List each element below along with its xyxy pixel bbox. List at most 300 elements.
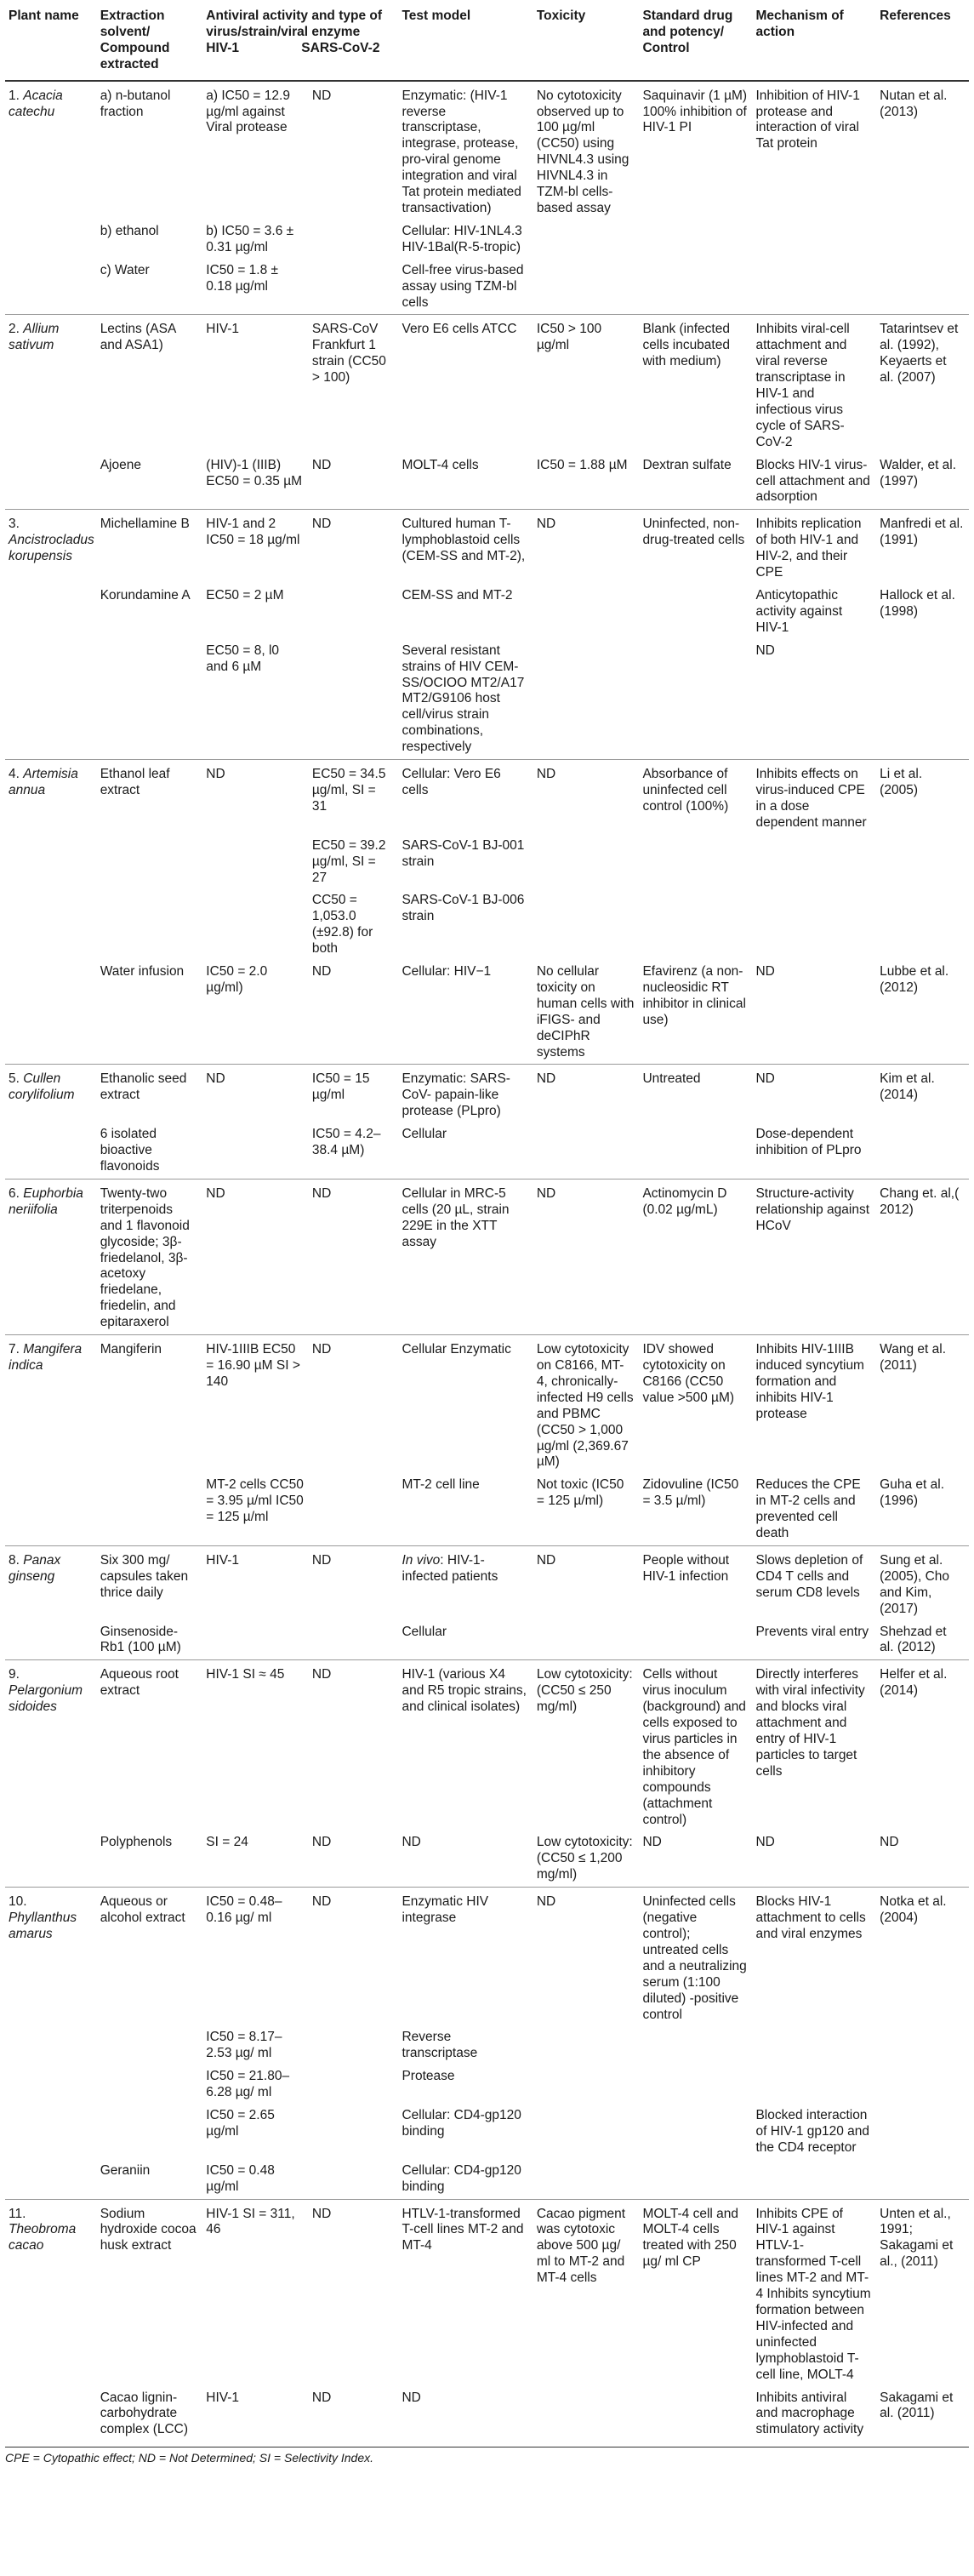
cell-standard	[639, 1660, 752, 1832]
cell-test-model	[398, 889, 533, 961]
cell-sars	[309, 1474, 399, 1545]
cell-sars	[309, 585, 399, 640]
cell-hiv	[202, 1831, 309, 1887]
cell-sars	[309, 1335, 399, 1475]
cell-text: EC50 = 34.5 µg/ml, SI = 31	[311, 767, 386, 814]
cell-toxicity	[533, 2105, 640, 2160]
cell-text: ND	[755, 1835, 775, 1850]
cell-standard	[639, 220, 752, 260]
cell-text: ND	[311, 964, 332, 980]
cell-test-model	[398, 585, 533, 640]
cell-text: No cytotoxicity observed up to 100 µg/ml (CC50) using HIVNL4.3 using HIVNL4.3 in TZM-bl cells-based assay	[536, 88, 629, 215]
cell-text: IC50 > 100 µg/ml	[536, 322, 602, 353]
cell-text: Dose-dependent inhibition of PLpro	[755, 1127, 862, 1158]
cell-hiv	[202, 220, 309, 260]
table-row	[5, 454, 969, 510]
cell-references	[876, 315, 969, 454]
cell-text: Blocked interaction of HIV-1 gp120 and the CD4 receptor	[755, 2108, 870, 2155]
cell-extraction	[97, 2026, 203, 2065]
table-row	[5, 1123, 969, 1179]
cell-text: Chang et. al,( 2012)	[880, 1185, 960, 1217]
cell-toxicity	[533, 2199, 640, 2386]
cell-toxicity	[533, 260, 640, 315]
cell-text: Cellular in MRC-5 cells (20 µL, strain 229E in the XTT assay	[402, 1185, 510, 1249]
cell-text: Anticytopathic activity against HIV-1	[755, 588, 843, 635]
cell-toxicity	[533, 640, 640, 760]
cell-mechanism	[752, 2065, 876, 2105]
cell-hiv	[202, 510, 309, 585]
cell-text: SARS-CoV Frankfurt 1 strain (CC50 > 100)	[311, 322, 386, 386]
cell-text: Helfer et al. (2014)	[880, 1667, 948, 1699]
cell-plant	[5, 2105, 97, 2160]
cell-mechanism	[752, 510, 876, 585]
cell-mechanism	[752, 1660, 876, 1832]
table-row	[5, 2160, 969, 2199]
cell-toxicity	[533, 585, 640, 640]
table-row	[5, 961, 969, 1065]
cell-extraction	[97, 454, 203, 510]
cell-sars	[309, 2026, 399, 2065]
table-row	[5, 81, 969, 220]
cell-hiv	[202, 889, 309, 961]
table-row	[5, 1888, 969, 2027]
plant-number: 2.	[9, 322, 20, 337]
cell-text: ND	[755, 964, 775, 980]
cell-plant	[5, 2026, 97, 2065]
plant-name: Cullen corylifolium	[9, 1071, 75, 1103]
cell-text: HTLV-1-transformed T-cell lines MT-2 and MT-4	[402, 2206, 524, 2253]
cell-text: Efavirenz (a non-nucleosidic RT inhibitor in clinical use)	[642, 964, 746, 1027]
cell-text: Sung et al. (2005), Cho and Kim, (2017)	[880, 1552, 950, 1616]
cell-standard	[639, 961, 752, 1065]
cell-plant	[5, 1474, 97, 1545]
cell-sars	[309, 961, 399, 1065]
cell-standard	[639, 1621, 752, 1660]
cell-mechanism	[752, 2105, 876, 2160]
cell-mechanism	[752, 315, 876, 454]
cell-text: Cell-free virus-based assay using TZM-bl cells	[402, 262, 524, 310]
table-footnote: CPE = Cytopathic effect; ND = Not Determined; SI = Selectivity Index.	[5, 2447, 969, 2465]
cell-test-model	[398, 220, 533, 260]
cell-sars	[309, 1888, 399, 2027]
cell-extraction	[97, 1179, 203, 1334]
cell-mechanism	[752, 961, 876, 1065]
cell-standard	[639, 2387, 752, 2442]
cell-standard	[639, 1888, 752, 2027]
cell-sars	[309, 2105, 399, 2160]
cell-text: Ginsenoside-Rb1 (100 µM)	[100, 1624, 181, 1655]
cell-text: Absorbance of uninfected cell control (100%)	[642, 767, 729, 814]
cell-text: ND	[311, 1667, 332, 1682]
cell-hiv	[202, 315, 309, 454]
cell-text: Protease	[402, 2069, 455, 2084]
plant-name: Ancistrocladus korupensis	[9, 533, 94, 564]
cell-standard	[639, 1123, 752, 1179]
cell-toxicity	[533, 2026, 640, 2065]
plant-name: Phyllanthus amarus	[9, 1911, 77, 1941]
cell-sars	[309, 454, 399, 510]
cell-text: Cellular: CD4-gp120 binding	[402, 2162, 521, 2194]
plant-name: Pelargonium sidoides	[9, 1683, 83, 1715]
cell-toxicity	[533, 961, 640, 1065]
cell-toxicity	[533, 1179, 640, 1334]
cell-extraction	[97, 315, 203, 454]
cell-mechanism	[752, 1545, 876, 1620]
cell-text: Aqueous root extract	[100, 1667, 179, 1699]
cell-extraction	[97, 835, 203, 890]
cell-references	[876, 2065, 969, 2105]
cell-extraction	[97, 961, 203, 1065]
table-row	[5, 2065, 969, 2105]
cell-text: ND	[311, 1835, 332, 1850]
cell-text: Cellular	[402, 1624, 447, 1639]
cell-references	[876, 889, 969, 961]
cell-text: ND	[755, 1071, 775, 1087]
cell-toxicity	[533, 1621, 640, 1660]
cell-text: b) IC50 = 3.6 ± 0.31 µg/ml	[206, 223, 294, 254]
cell-text: Inhibits CPE of HIV-1 against HTLV-1-transformed T-cell lines MT-2 and MT-4 Inhibits syncytium formation between HIV-infected and uninfected lymphoblastoid T-cell line, MOLT-4	[755, 2206, 871, 2382]
cell-extraction	[97, 1545, 203, 1620]
cell-text: IC50 = 15 µg/ml	[311, 1071, 370, 1103]
cell-standard	[639, 1831, 752, 1887]
cell-text: Hallock et al. (1998)	[880, 588, 955, 619]
cell-text: HIV-1	[206, 1552, 240, 1568]
cell-text: Notka et al. (2004)	[880, 1894, 947, 1926]
cell-text: ND	[536, 767, 556, 782]
cell-references	[876, 1831, 969, 1887]
cell-standard	[639, 1474, 752, 1545]
cell-sars	[309, 2065, 399, 2105]
cell-references	[876, 760, 969, 835]
cell-text: ND	[311, 1185, 332, 1201]
cell-sars	[309, 1831, 399, 1887]
cell-plant	[5, 1179, 97, 1334]
cell-text: ND	[536, 517, 556, 532]
cell-references	[876, 510, 969, 585]
cell-text: b) ethanol	[100, 223, 159, 238]
cell-standard	[639, 2199, 752, 2386]
cell-text: Tatarintsev et al. (1992), Keyaerts et al. (2007)	[880, 322, 959, 386]
cell-text: (HIV)-1 (IIIB) EC50 = 0.35 µM	[206, 457, 303, 488]
cell-text: HIV-1 SI = 311, 46	[206, 2206, 295, 2237]
cell-text: Shehzad et al. (2012)	[880, 1624, 947, 1655]
cell-text: Uninfected, non-drug-treated cells	[642, 517, 745, 548]
cell-sars	[309, 1179, 399, 1334]
cell-mechanism	[752, 454, 876, 510]
cell-text: ND	[206, 767, 225, 782]
cell-extraction	[97, 260, 203, 315]
cell-toxicity	[533, 2160, 640, 2199]
table-row	[5, 510, 969, 585]
cell-plant	[5, 585, 97, 640]
cell-plant	[5, 260, 97, 315]
cell-mechanism	[752, 585, 876, 640]
cell-references	[876, 260, 969, 315]
table-row	[5, 640, 969, 760]
cell-extraction	[97, 1621, 203, 1660]
cell-text: ND	[755, 643, 775, 658]
cell-text: Directly interferes with viral infectivity and blocks viral attachment and entry of HIV-1 particles to target cells	[755, 1667, 865, 1779]
cell-text: a) IC50 = 12.9 µg/ml against Viral protease	[206, 88, 290, 135]
cell-text: MOLT-4 cell and MOLT-4 cells treated with 250 µg/ ml CP	[642, 2206, 739, 2270]
table-row	[5, 315, 969, 454]
cell-text: Dextran sulfate	[642, 457, 732, 472]
cell-plant	[5, 454, 97, 510]
cell-text: Ethanolic seed extract	[100, 1071, 187, 1103]
cell-standard	[639, 760, 752, 835]
cell-test-model	[398, 640, 533, 760]
cell-hiv	[202, 1123, 309, 1179]
cell-test-model	[398, 315, 533, 454]
cell-toxicity	[533, 1888, 640, 2027]
cell-text: ND	[536, 1552, 556, 1568]
table-page	[5, 0, 969, 2465]
cell-sars	[309, 889, 399, 961]
plant-name: Acacia catechu	[9, 88, 63, 119]
cell-toxicity	[533, 1123, 640, 1179]
cell-references	[876, 961, 969, 1065]
cell-extraction	[97, 1065, 203, 1123]
table-row	[5, 835, 969, 890]
cell-text: SI = 24	[206, 1835, 248, 1850]
cell-test-model	[398, 2065, 533, 2105]
cell-hiv	[202, 1621, 309, 1660]
cell-text: MOLT-4 cells	[402, 457, 479, 472]
cell-text: Inhibits HIV-1IIIB induced syncytium formation and inhibits HIV-1 protease	[755, 1342, 864, 1421]
cell-toxicity	[533, 315, 640, 454]
cell-test-model	[398, 1545, 533, 1620]
cell-hiv	[202, 1065, 309, 1123]
cell-extraction	[97, 2199, 203, 2386]
cell-extraction	[97, 1123, 203, 1179]
cell-sars	[309, 835, 399, 890]
cell-references	[876, 2026, 969, 2065]
cell-test-model	[398, 260, 533, 315]
cell-hiv	[202, 260, 309, 315]
table-row	[5, 1179, 969, 1334]
header-references: References	[876, 0, 969, 81]
plant-name: Mangifera indica	[9, 1342, 83, 1373]
cell-text: IC50 = 1.8 ± 0.18 µg/ml	[206, 262, 279, 294]
cell-toxicity	[533, 2387, 640, 2442]
cell-sars	[309, 2160, 399, 2199]
cell-standard	[639, 889, 752, 961]
cell-plant	[5, 315, 97, 454]
cell-text: IDV showed cytotoxicity on C8166 (CC50 value >500 µM)	[642, 1342, 735, 1405]
cell-sars	[309, 1123, 399, 1179]
cell-hiv	[202, 1474, 309, 1545]
cell-text: IC50 = 8.17–2.53 µg/ ml	[206, 2030, 282, 2061]
cell-test-model	[398, 1335, 533, 1475]
header-extraction: Extraction solvent/ Compound extracted	[97, 0, 203, 81]
cell-test-model	[398, 1660, 533, 1832]
cell-text: Inhibits effects on virus-induced CPE in a dose dependent manner	[755, 767, 867, 830]
plant-number: 4.	[9, 767, 20, 782]
cell-test-model	[398, 1123, 533, 1179]
cell-references	[876, 2199, 969, 2386]
cell-text: EC50 = 39.2 µg/ml, SI = 27	[311, 837, 386, 885]
plant-number: 1.	[9, 88, 20, 103]
cell-extraction	[97, 1831, 203, 1887]
cell-toxicity	[533, 889, 640, 961]
cell-text: Lectins (ASA and ASA1)	[100, 322, 176, 353]
cell-mechanism	[752, 760, 876, 835]
cell-standard	[639, 2026, 752, 2065]
header-toxicity: Toxicity	[533, 0, 640, 81]
cell-text: MT-2 cell line	[402, 1477, 480, 1493]
table-row	[5, 1660, 969, 1832]
cell-hiv	[202, 585, 309, 640]
cell-text: Lubbe et al. (2012)	[880, 964, 949, 995]
table-row	[5, 889, 969, 961]
cell-plant	[5, 510, 97, 585]
cell-text: ND	[206, 1071, 225, 1087]
cell-hiv	[202, 2065, 309, 2105]
cell-sars	[309, 2199, 399, 2386]
cell-text: ND	[536, 1185, 556, 1201]
cell-text: Cellular	[402, 1127, 447, 1142]
cell-test-model	[398, 2105, 533, 2160]
cell-plant	[5, 1888, 97, 2027]
cell-test-model	[398, 1888, 533, 2027]
cell-plant	[5, 2199, 97, 2386]
cell-mechanism	[752, 2026, 876, 2065]
cell-plant	[5, 1335, 97, 1475]
cell-mechanism	[752, 1123, 876, 1179]
cell-toxicity	[533, 2065, 640, 2105]
cell-text: Untreated	[642, 1071, 701, 1087]
cell-text: Not toxic (IC50 = 125 µ/ml)	[536, 1477, 624, 1509]
header-standard: Standard drug and potency/ Control	[639, 0, 752, 81]
cell-text: IC50 = 0.48 µg/ml	[206, 2162, 275, 2194]
cell-references	[876, 1065, 969, 1123]
cell-plant	[5, 2065, 97, 2105]
cell-test-model	[398, 81, 533, 220]
cell-test-model	[398, 1831, 533, 1887]
cell-plant	[5, 1660, 97, 1832]
cell-mechanism	[752, 2387, 876, 2442]
cell-text: Enzymatic: (HIV-1 reverse transcriptase, integrase, protease, pro-viral genome integration and viral Tat protein mediated transactivation)	[402, 88, 521, 215]
cell-mechanism	[752, 1621, 876, 1660]
table-row	[5, 220, 969, 260]
cell-mechanism	[752, 1831, 876, 1887]
cell-toxicity	[533, 760, 640, 835]
cell-text: No cellular toxicity on human cells with iFIGS- and deCIPhR systems	[536, 964, 635, 1060]
header-plant-name: Plant name	[5, 0, 97, 81]
cell-references	[876, 2105, 969, 2160]
plant-number: 3.	[9, 517, 20, 532]
cell-text: Saquinavir (1 µM) 100% inhibition of HIV-1 PI	[642, 88, 748, 135]
cell-sars	[309, 640, 399, 760]
cell-sars	[309, 260, 399, 315]
cell-text: ND	[311, 457, 332, 472]
cell-text: Cellular Enzymatic	[402, 1342, 511, 1357]
cell-hiv	[202, 2199, 309, 2386]
cell-standard	[639, 2105, 752, 2160]
cell-sars	[309, 2387, 399, 2442]
cell-standard	[639, 81, 752, 220]
table-row	[5, 2387, 969, 2442]
cell-extraction	[97, 510, 203, 585]
cell-toxicity	[533, 454, 640, 510]
cell-text: a) n-butanol fraction	[100, 88, 171, 119]
cell-plant	[5, 760, 97, 835]
cell-references	[876, 220, 969, 260]
cell-extraction	[97, 585, 203, 640]
cell-text: Wang et al. (2011)	[880, 1342, 946, 1373]
cell-text: SARS-CoV-1 BJ-001 strain	[402, 837, 525, 869]
plant-number: 11.	[9, 2206, 26, 2221]
cell-text: ND	[311, 1894, 332, 1910]
cell-text: ND	[880, 1835, 899, 1850]
cell-toxicity	[533, 81, 640, 220]
cell-text: Low cytotoxicity: (CC50 ≤ 1,200 mg/ml)	[536, 1835, 633, 1882]
plant-number: 9.	[9, 1667, 20, 1682]
cell-text: IC50 = 4.2–38.4 µM)	[311, 1127, 381, 1158]
cell-text: Korundamine A	[100, 588, 191, 603]
table-row	[5, 1831, 969, 1887]
cell-plant	[5, 220, 97, 260]
table-body	[5, 81, 969, 2442]
cell-toxicity	[533, 1335, 640, 1475]
cell-extraction	[97, 2160, 203, 2199]
cell-hiv	[202, 760, 309, 835]
cell-extraction	[97, 2387, 203, 2442]
cell-hiv	[202, 1179, 309, 1334]
cell-standard	[639, 315, 752, 454]
table-row	[5, 1335, 969, 1475]
cell-references	[876, 1888, 969, 2027]
cell-text: Zidovuline (IC50 = 3.5 µ/ml)	[642, 1477, 739, 1509]
cell-text: ND	[642, 1835, 662, 1850]
cell-sars	[309, 510, 399, 585]
cell-text: IC50 = 21.80–6.28 µg/ ml	[206, 2069, 290, 2100]
cell-hiv	[202, 2026, 309, 2065]
plant-name: Theobroma cacao	[9, 2222, 77, 2253]
cell-text: c) Water	[100, 262, 150, 277]
cell-text: Low cytotoxicity: (CC50 ≤ 250 mg/ml)	[536, 1667, 633, 1715]
cell-text: Ajoene	[100, 457, 141, 472]
cell-mechanism	[752, 640, 876, 760]
cell-mechanism	[752, 220, 876, 260]
header-sars: SARS-CoV-2	[301, 40, 380, 55]
cell-test-model	[398, 454, 533, 510]
cell-toxicity	[533, 510, 640, 585]
table-row	[5, 1065, 969, 1123]
cell-plant	[5, 1621, 97, 1660]
cell-text: Low cytotoxicity on C8166, MT-4, chronically-infected H9 cells and PBMC (CC50 > 1,000 µg/ml (2,369.67 µM)	[536, 1342, 634, 1470]
cell-text: Uninfected cells (negative control); untreated cells and a neutralizing serum (1:100 diluted) -positive control	[642, 1894, 747, 2022]
cell-sars	[309, 760, 399, 835]
cell-standard	[639, 1545, 752, 1620]
cell-text: HIV-1 SI ≈ 45	[206, 1667, 285, 1682]
test-model-emphasis: In vivo	[402, 1552, 441, 1568]
header-antiviral-activity	[202, 0, 398, 81]
cell-standard	[639, 835, 752, 890]
plant-number: 6.	[9, 1185, 20, 1201]
cell-text: Enzymatic: SARS-CoV- papain-like protease (PLpro)	[402, 1071, 510, 1119]
cell-standard	[639, 2160, 752, 2199]
cell-text: Cacao pigment was cytotoxic above 500 µg/ ml to MT-2 and MT-4 cells	[536, 2206, 626, 2286]
plant-number: 10.	[9, 1894, 27, 1910]
table-row	[5, 2026, 969, 2065]
cell-text: ND	[311, 2206, 332, 2221]
cell-plant	[5, 640, 97, 760]
cell-hiv	[202, 2387, 309, 2442]
cell-text: IC50 = 2.65 µg/ml	[206, 2108, 275, 2139]
cell-plant	[5, 1545, 97, 1620]
table-header	[5, 0, 969, 81]
